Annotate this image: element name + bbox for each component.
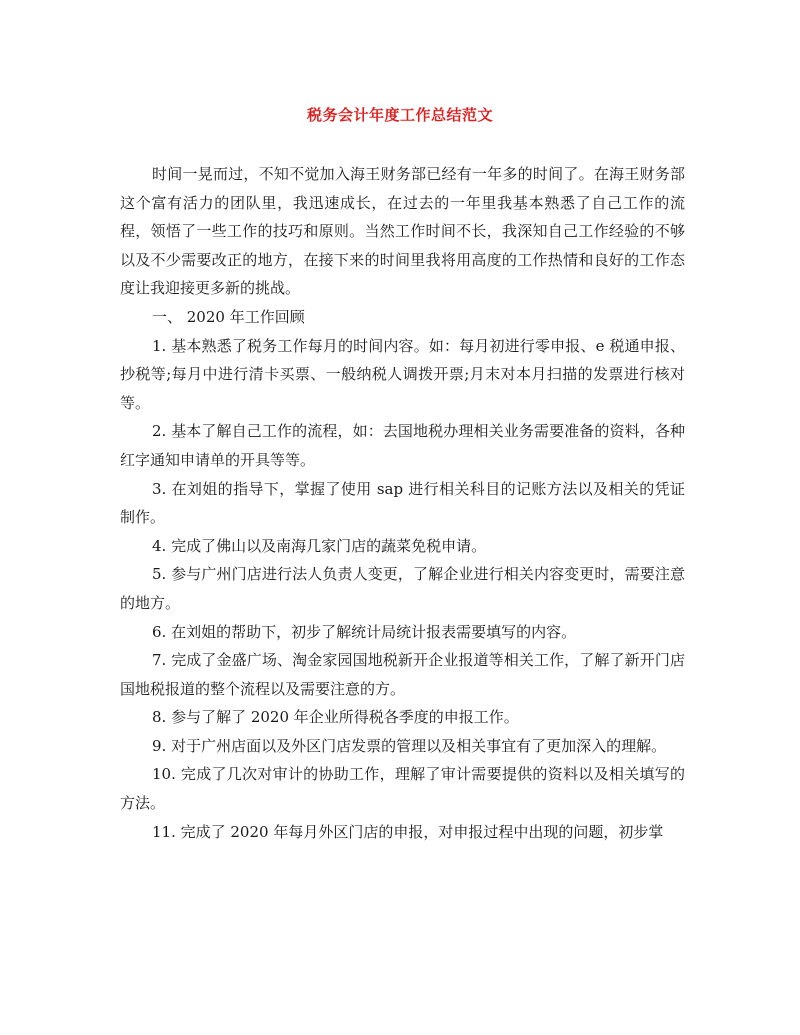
list-item-1: 1. 基本熟悉了税务工作每月的时间内容。如：每月初进行零申报、e 税通申报、抄税等;每月中进行清卡买票、一般纳税人调拨开票;月末对本月扫描的发票进行核对等。 xyxy=(120,336,685,412)
list-item-9: 9. 对于广州店面以及外区门店发票的管理以及相关事宜有了更加深入的理解。 xyxy=(152,736,667,755)
list-item-4: 4. 完成了佛山以及南海几家门店的蔬菜免税申请。 xyxy=(152,536,487,555)
list-item-11: 11. 完成了 2020 年每月外区门店的申报，对申报过程中出现的问题，初步掌 xyxy=(152,822,664,841)
document-body xyxy=(120,160,685,846)
list-item-3: 3. 在刘姐的指导下，掌握了使用 sap 进行相关科目的记账方法以及相关的凭证制作。 xyxy=(120,479,685,527)
section-heading: 一、 2020 年工作回顾 xyxy=(152,307,305,326)
document-title: 税务会计年度工作总结范文 xyxy=(306,106,493,124)
list-item-10: 10. 完成了几次对审计的协助工作，理解了审计需要提供的资料以及相关填写的方法。 xyxy=(120,765,685,813)
list-item-8: 8. 参与了解了 2020 年企业所得税各季度的申报工作。 xyxy=(152,708,519,727)
list-item-6: 6. 在刘姐的帮助下，初步了解统计局统计报表需要填写的内容。 xyxy=(152,622,577,641)
list-item-7: 7. 完成了金盛广场、淘金家园国地税新开企业报道等相关工作，了解了新开门店国地税报道的整个流程以及需要注意的方。 xyxy=(120,651,685,698)
paragraph-intro: 时间一晃而过，不知不觉加入海王财务部已经有一年多的时间了。在海王财务部这个富有活力的团队里，我迅速成长，在过去的一年里我基本熟悉了自己工作的流程，领悟了一些工作的技巧和原则。当然工作时间不长，我深知自己工作经验的不够以及不少需要改正的地方，在接下来的时间里我将用高度的工作热情和良好的工作态度让我迎接更多新的挑战。 xyxy=(120,165,685,298)
list-item-5: 5. 参与广州门店进行法人负责人变更，了解企业进行相关内容变更时，需要注意的地方。 xyxy=(120,565,685,612)
list-item-2: 2. 基本了解自己工作的流程，如：去国地税办理相关业务需要准备的资料，各种红字通知申请单的开具等等。 xyxy=(120,422,685,469)
